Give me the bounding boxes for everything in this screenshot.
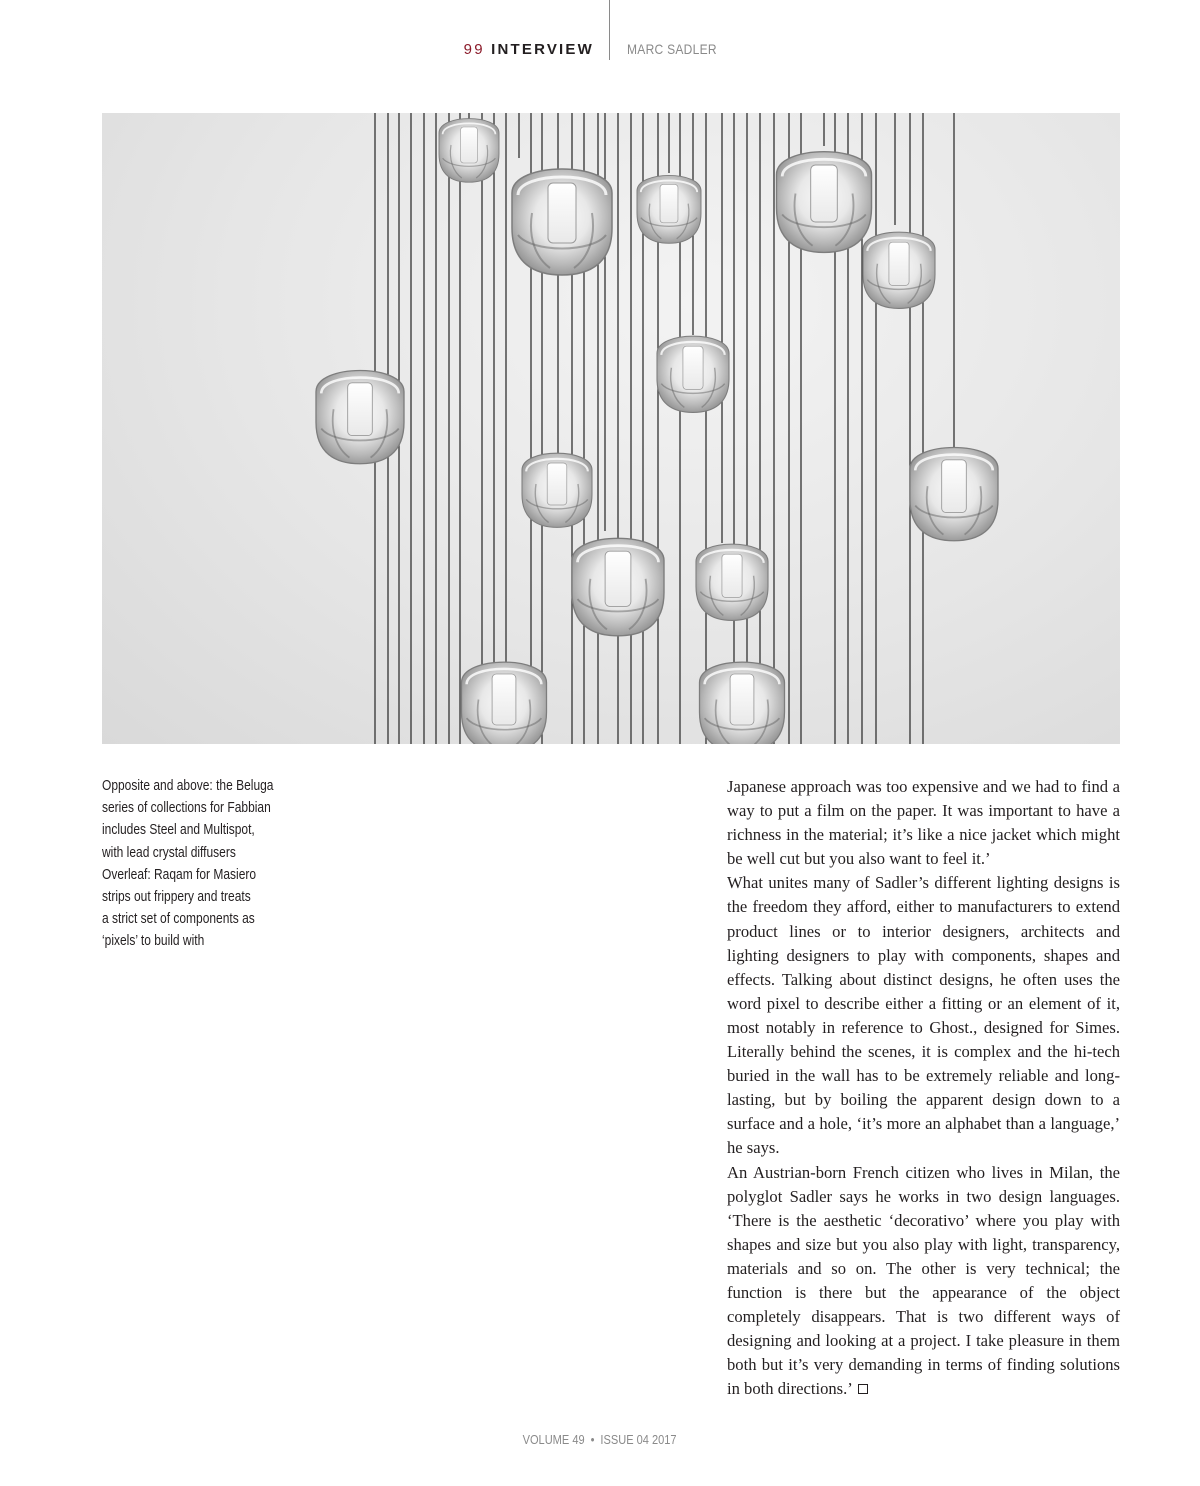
header-left xyxy=(464,41,594,58)
article-body xyxy=(727,775,1120,1401)
issue-label: ISSUE 04 2017 xyxy=(600,1432,677,1447)
page-number: 99 xyxy=(463,41,485,58)
caption-line: Opposite and above: the Beluga xyxy=(102,777,274,794)
article-paragraph-last xyxy=(727,1161,1120,1402)
photo-caption xyxy=(102,775,302,953)
article-paragraph: What unites many of Sadler’s different lighting designs is the freedom they afford, either to manufacturers to extend product lines or to interior designers, architects and lighting designers to play with components, shapes and effects. Talking about distinct designs, he often uses the word pixel to describe either a fitting or an element of it, most notably in reference to Ghost., designed for Simes. Literally behind the scenes, it is complex and the hi-tech buried in the wall has to be extremely reliable and long-lasting, but by boiling the apparent design down to a surface and a hole, ‘it’s more an alphabet than a language,’ he says. xyxy=(727,873,1120,1158)
caption-line: ‘pixels’ to build with xyxy=(102,932,205,950)
article-paragraph: Japanese approach was too expensive and we had to find a way to put a film on the paper. It was important to have a richness in the material; it’s like a nice jacket which might be well cut but you also want to feel it.’ xyxy=(727,777,1120,869)
caption-line: Overleaf: Raqam for Masiero xyxy=(102,865,257,883)
running-header xyxy=(0,38,1200,64)
interview-subject: MARC SADLER xyxy=(627,41,717,57)
article-paragraph-text: An Austrian-born French citizen who lives in Milan, the polyglot Sadler says he works in two design languages. ‘There is the aesthetic ‘decorativo’ where you play with shapes and size but you also play with light, transparency, materials and so on. The other is very technical; the function is there but the appearance of the object completely disappears. That is two different ways of designing and looking at a project. I take pleasure in them both but it’s very demanding in terms of finding solutions in both directions.’ xyxy=(727,1162,1120,1399)
page-footer xyxy=(0,1432,1200,1447)
header-divider xyxy=(609,0,610,60)
section-title: INTERVIEW xyxy=(491,41,594,58)
pendant-lamps-illustration xyxy=(102,113,1120,744)
footer-separator: • xyxy=(590,1432,595,1447)
caption-line: series of collections for Fabbian xyxy=(102,799,271,817)
caption-line: with lead crystal diffusers xyxy=(102,843,236,861)
caption-line: includes Steel and Multispot, xyxy=(102,821,255,839)
pendant-lamps-photo xyxy=(102,113,1120,744)
volume-label: VOLUME 49 xyxy=(522,1432,586,1447)
caption-line: a strict set of components as xyxy=(102,910,255,928)
end-of-article-square-icon xyxy=(858,1384,868,1394)
caption-line: strips out frippery and treats xyxy=(102,888,251,906)
